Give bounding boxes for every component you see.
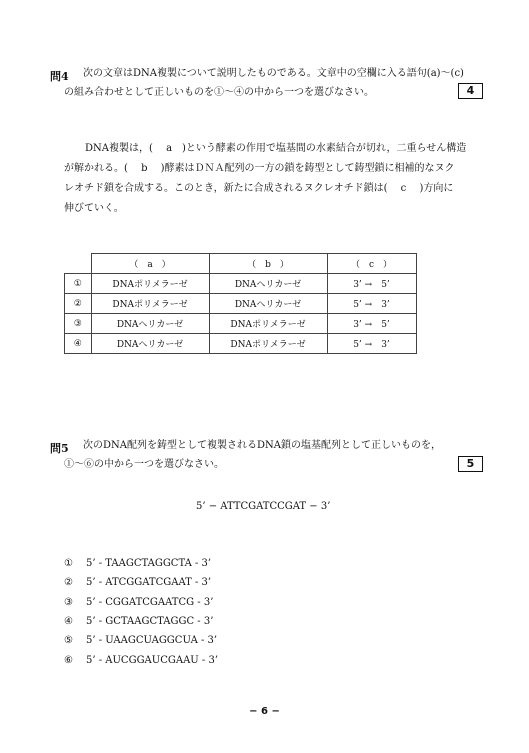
table-row[interactable] [65,294,417,314]
option-number: ⑥ [64,655,73,666]
table-header-cell [65,254,92,274]
option-number: ④ [64,616,73,627]
option-text: 5’ - CGGATCGAATCG - 3’ [86,597,214,608]
q5-label: 問5 [50,442,69,455]
table-cell: 3’ → 5’ [327,274,416,294]
option-number: ① [64,558,73,569]
q5-prompt-line2: ①〜⑥の中から一つを選びなさい。 [64,459,224,470]
q5-option[interactable] [64,616,213,627]
q5-template-sequence: 5’ − ATTCGATCCGAT − 3’ [196,501,331,512]
q4-prompt-line2: の組み合わせとして正しいものを①〜④の中から一つを選びなさい。 [64,87,374,98]
table-cell: 3’ → 5’ [327,314,416,334]
option-number: ② [64,577,73,588]
option-text: 5’ - UAAGCUAGGCUA - 3’ [86,635,218,646]
table-header-cell: （ c ） [327,254,416,274]
q4-passage-line1: DNA複製は，( a )という酵素の作用で塩基間の水素結合が切れ，二重らせん構造 [85,143,467,154]
option-number: ⑤ [64,635,73,646]
table-cell: DNAポリメラーゼ [91,294,209,314]
table-header-cell: （ b ） [209,254,327,274]
table-cell: ④ [65,334,92,354]
option-text: 5’ - GCTAAGCTAGGC - 3’ [86,616,214,627]
option-text: 5’ - AUCGGAUCGAAU - 3’ [86,655,218,666]
table-cell: ② [65,294,92,314]
table-row[interactable] [65,334,417,354]
table-cell: DNAポリメラーゼ [209,334,327,354]
q4-passage-line2: が解かれる。( b )酵素はＤＮＡ配列の一方の鎖を鋳型として鋳型鎖に相補的なヌク [64,163,455,174]
table-cell: ① [65,274,92,294]
q5-option[interactable] [64,655,218,666]
table-cell: DNAポリメラーゼ [209,314,327,334]
q4-label: 問4 [50,70,69,83]
q4-answer-box[interactable]: 4 [458,83,483,99]
option-text: 5’ - TAAGCTAGGCTA - 3’ [86,558,212,569]
table-cell: 5’ → 3’ [327,334,416,354]
q4-passage-line3: レオチド鎖を合成する。このとき，新たに合成されるヌクレオチド鎖は( c )方向に [64,183,454,194]
table-cell: DNAヘリカーゼ [91,334,209,354]
table-row[interactable] [65,314,417,334]
table-cell: ③ [65,314,92,334]
q5-option[interactable] [64,597,213,608]
table-cell: DNAヘリカーゼ [209,274,327,294]
q4-choice-table [64,253,417,354]
q5-prompt-line1: 次のDNA配列を鋳型として複製されるDNA鎖の塩基配列として正しいものを， [83,440,441,451]
option-text: 5’ - ATCGGATCGAAT - 3’ [86,577,212,588]
table-cell: 5’ → 3’ [327,294,416,314]
q5-option[interactable] [64,635,217,646]
table-row[interactable] [65,274,417,294]
table-cell: DNAポリメラーゼ [91,274,209,294]
table-header-row [65,254,417,274]
q4-prompt-line1: 次の文章はDNA複製について説明したものである。文章中の空欄に入る語句(a)〜(c) [83,68,464,79]
q5-option[interactable] [64,577,211,588]
table-cell: DNAヘリカーゼ [209,294,327,314]
table-cell: DNAヘリカーゼ [91,314,209,334]
q5-option[interactable] [64,558,211,569]
option-number: ③ [64,597,73,608]
q4-passage-line4: 伸びていく。 [64,203,124,214]
page-number: − 6 − [249,706,280,717]
table-header-cell: （ a ） [91,254,209,274]
q5-answer-box[interactable]: 5 [458,456,483,472]
